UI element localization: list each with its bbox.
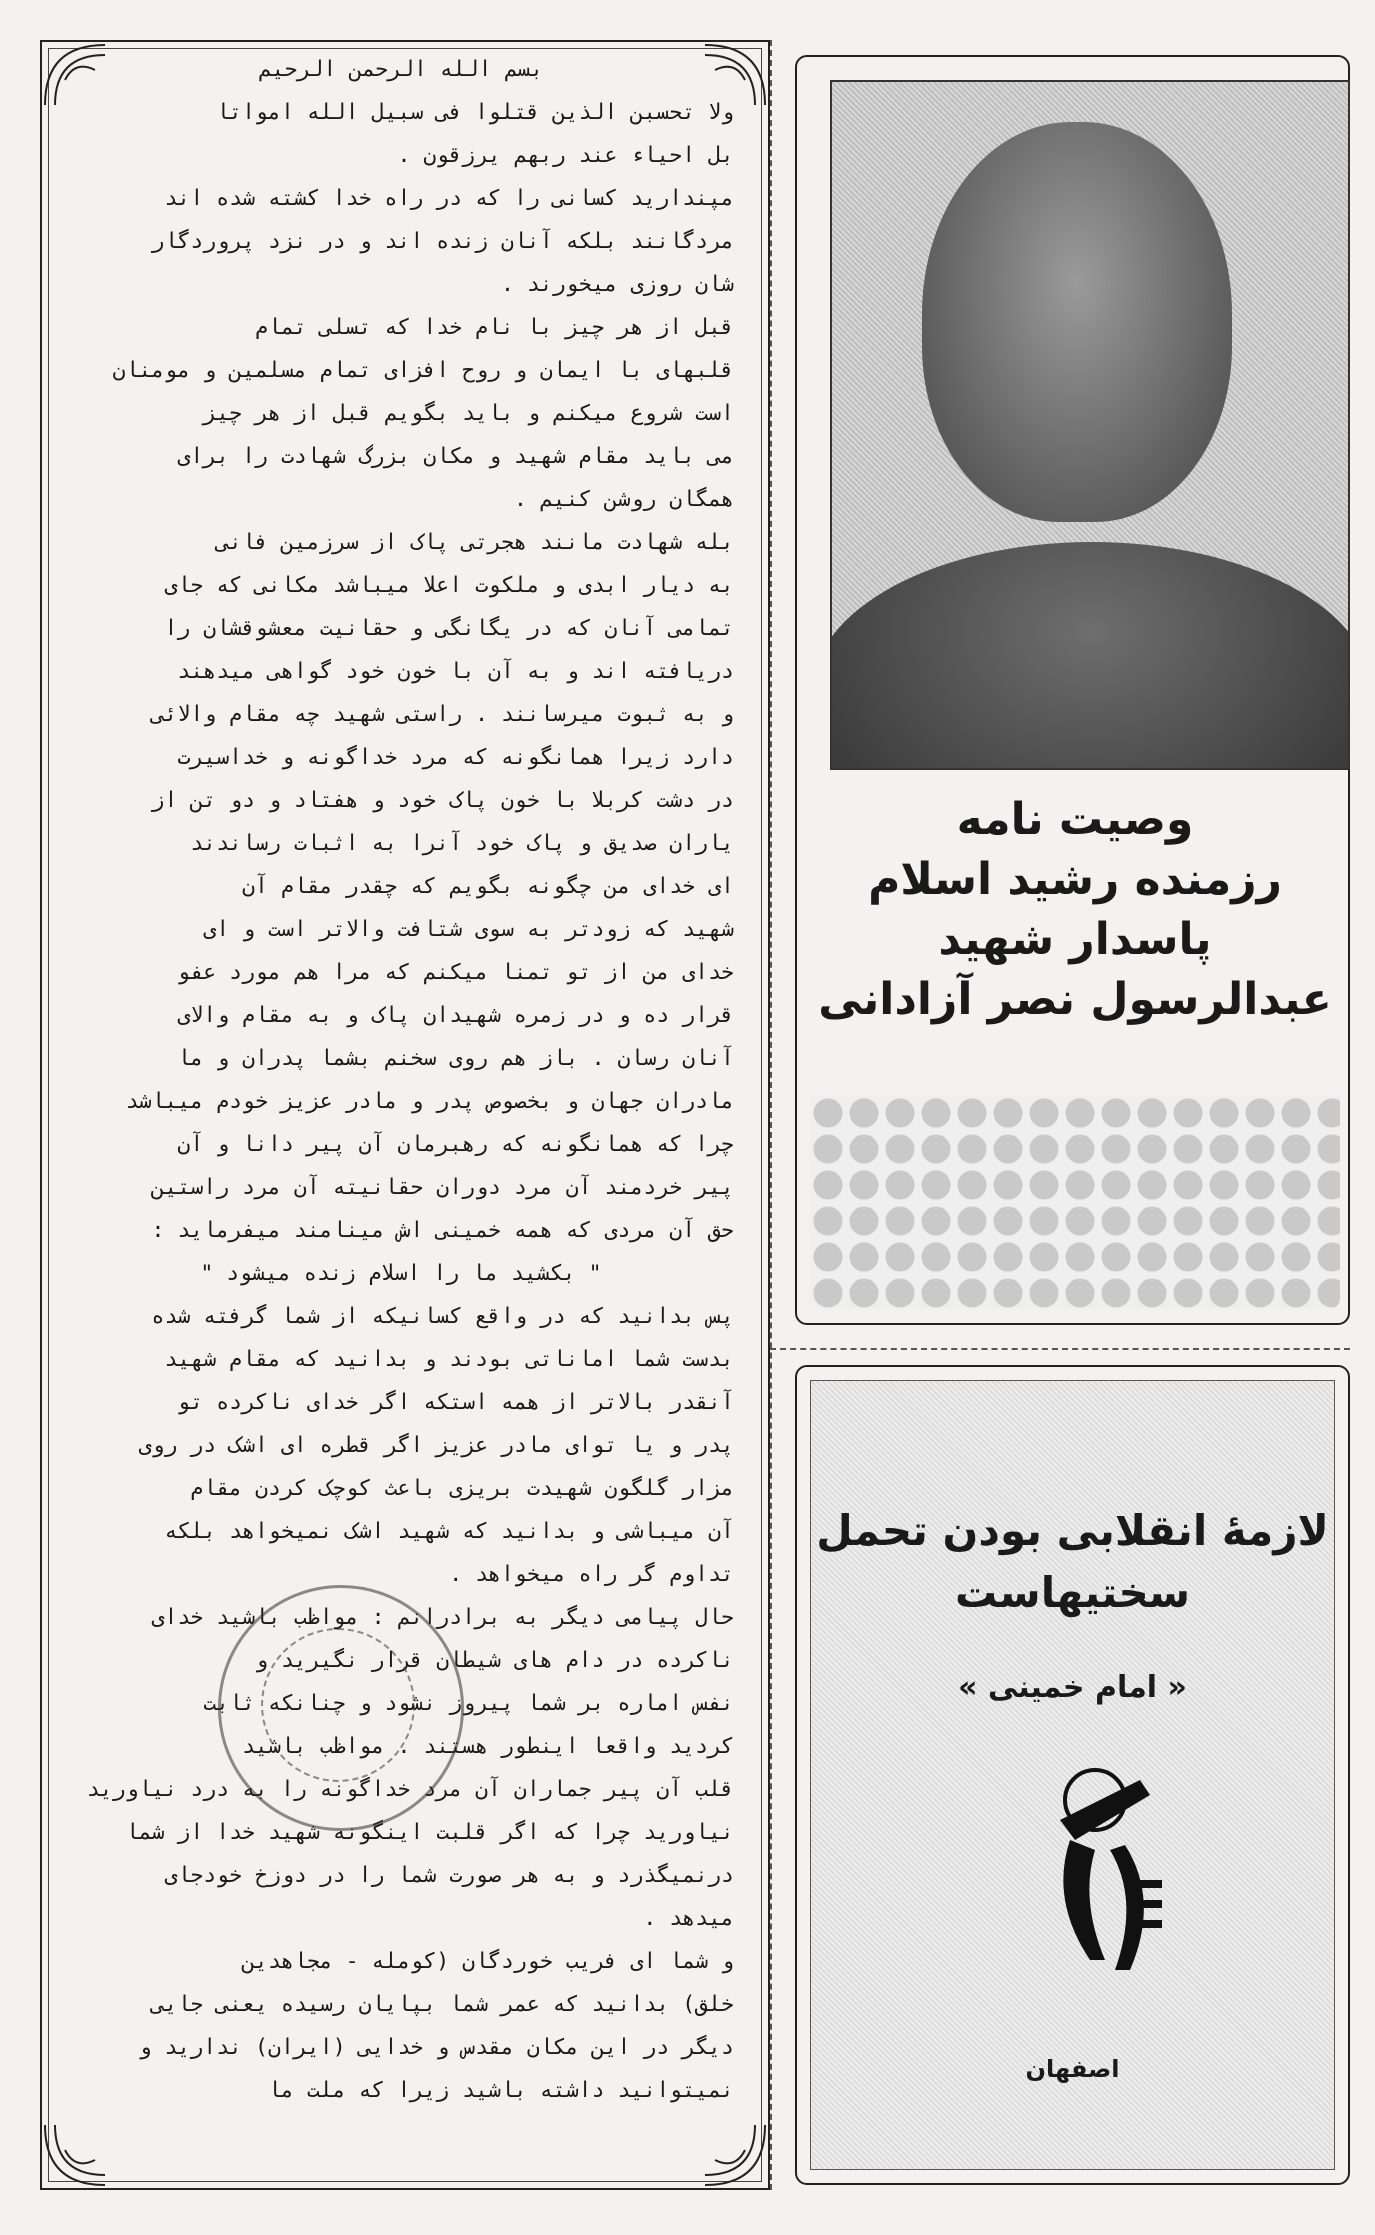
will-line: قلبهای با ایمان و روح افزای تمام مسلمین و مومنان xyxy=(112,358,734,383)
will-line: یاران صدیق و پاک خود آنرا به اثبات رساندند xyxy=(190,831,734,856)
will-line: قرار ده و در زمره شهیدان پاک و به مقام والای xyxy=(177,1003,734,1028)
will-line: دارد زیرا همانگونه که مرد خداگونه و خداسیرت xyxy=(177,745,734,770)
will-line: و به ثبوت میرسانند . راستی شهید چه مقام والائی xyxy=(151,702,734,727)
will-line: مادران جهان و بخصوص پدر و مادر عزیز خودم میباشد xyxy=(125,1089,734,1114)
will-line: شان روزی میخورند . xyxy=(501,272,734,297)
will-line: مردگانند بلکه آنان زنده اند و در نزد پروردگار xyxy=(151,229,734,254)
section-divider xyxy=(770,1348,1350,1350)
will-line: می باید مقام شهید و مکان بزرگ شهادت را برای xyxy=(177,444,734,469)
title-line: رزمنده رشید اسلام xyxy=(868,854,1282,905)
will-line: میدهد . xyxy=(643,1906,734,1931)
slogan-text xyxy=(800,1500,1345,1624)
will-line: ای خدای من چگونه بگویم که چقدر مقام آن xyxy=(242,874,734,899)
will-line: همگان روشن کنیم . xyxy=(513,487,734,512)
will-line: دریافته اند و به آن با خون خود گواهی میدهند xyxy=(177,659,734,684)
will-title xyxy=(805,790,1345,1030)
will-line: ناکرده در دام های شیطان قرار نگیرید و xyxy=(255,1648,734,1673)
will-line: بله شهادت مانند هجرتی پاک از سرزمین فانی xyxy=(216,530,734,555)
slogan-line: لازمهٔ انقلابی بودن تحمل xyxy=(816,1506,1329,1555)
will-line: و شما ای فریب خوردگان (کومله - مجاهدین xyxy=(242,1949,734,1974)
will-line: چرا که همانگونه که رهبرمان آن پیر دانا و آن xyxy=(177,1132,734,1157)
title-line: پاسدار شهید xyxy=(938,914,1212,965)
will-line: دیگر در این مکان مقدس و خدایی (ایران) ندارید و xyxy=(138,2035,734,2060)
will-line: است شروع میکنم و باید بگویم قبل از هر چیز xyxy=(203,401,734,426)
will-line: نمیتوانید داشته باشید زیرا که ملت ما xyxy=(268,2078,734,2103)
will-line: حق آن مردی که همه خمینی اش مینامند میفرماید : xyxy=(151,1218,734,1243)
martyr-name: عبدالرسول نصر آزادانی xyxy=(818,974,1332,1025)
will-line: تداوم گر راه میخواهد . xyxy=(449,1562,734,1587)
will-line: خدای من از تو تمنا میکنم که مرا هم مورد عفو xyxy=(177,960,734,985)
will-line: قبل از هر چیز با نام خدا که تسلی تمام xyxy=(255,315,734,340)
will-line: آن میباشی و بدانید که شهید اشک نمیخواهد بلکه xyxy=(164,1519,734,1544)
will-line: شهید که زودتر به سوی شتافت والاتر است و ای xyxy=(203,917,734,942)
will-body-text xyxy=(48,48,748,2178)
photo-portrait-head xyxy=(922,122,1232,522)
will-line: بل احياء عند ربهم يرزقون . xyxy=(397,143,734,168)
title-line: وصیت نامه xyxy=(956,794,1194,845)
will-line: پدر و یا توای مادر عزیز اگر قطره ای اشک در روی xyxy=(138,1433,734,1458)
martyr-photo xyxy=(830,80,1350,770)
will-line: " بکشید ما را اسلام زنده میشود " xyxy=(200,1261,602,1286)
will-line: پس بدانید که در واقع کسانیکه از شما گرفته شده xyxy=(151,1304,734,1329)
will-line: حال پیامی دیگر به برادرانم : مواظب باشید خدای xyxy=(151,1605,734,1630)
column-divider xyxy=(770,40,772,2190)
will-line: مزار گلگون شهیدت بریزی باعث کوچک کردن مقام xyxy=(190,1476,734,1501)
will-line: تمامی آنان که در یگانگی و حقانیت معشوقشان را xyxy=(164,616,734,641)
ink-stamp xyxy=(218,1585,464,1831)
will-line: ولا تحسبن الذين قتلوا فی سبيل الله امواتا xyxy=(216,100,734,125)
slogan-line: سختیهاست xyxy=(954,1568,1191,1617)
will-line: نیاورید چرا که اگر قلبت اینگونه شهید خدا از شما xyxy=(125,1820,734,1845)
will-line: خلق) بدانید که عمر شما بپایان رسیده یعنی جایی xyxy=(151,1992,734,2017)
will-line: آنان رسان . باز هم روی سخنم بشما پدران و ما xyxy=(177,1046,734,1071)
ink-stamp-inner xyxy=(261,1628,415,1782)
will-line: در دشت کربلا با خون پاک خود و هفتاد و دو تن از xyxy=(151,788,734,813)
will-line: درنمیگذرد و به هر صورت شما را در دوزخ خودجای xyxy=(164,1863,734,1888)
will-line: بسم الله الرحمن الرحيم xyxy=(258,57,544,82)
will-line: آنقدر بالاتر از همه استکه اگر خدای ناکرده تو xyxy=(177,1390,734,1415)
will-line: نفس اماره بر شما پیروز نشود و چنانکه ثابت xyxy=(203,1691,734,1716)
will-line: کردید واقعا اینطور هستند . مواظب باشید xyxy=(242,1734,734,1759)
photo-portrait-body xyxy=(830,542,1350,770)
city-label: اصفهان xyxy=(1025,2055,1120,2083)
will-line: به دیار ابدی و ملکوت اعلا میباشد مکانی که جای xyxy=(164,573,734,598)
will-line: بدست شما اماناتی بودند و بدانید که مقام شهید xyxy=(164,1347,734,1372)
decorative-dot-pattern xyxy=(810,1095,1340,1310)
will-line: پیر خردمند آن مرد دوران حقانیته آن مرد راستین xyxy=(151,1175,734,1200)
will-line: قلب آن پیر جماران آن مرد خداگونه را به درد نیاورید xyxy=(86,1777,734,1802)
irgc-emblem-icon xyxy=(1020,1760,1180,1990)
will-line: مپندارید کسانی را که در راه خدا کشته شده اند xyxy=(164,186,734,211)
slogan-author: « امام خمینی » xyxy=(958,1670,1187,1705)
